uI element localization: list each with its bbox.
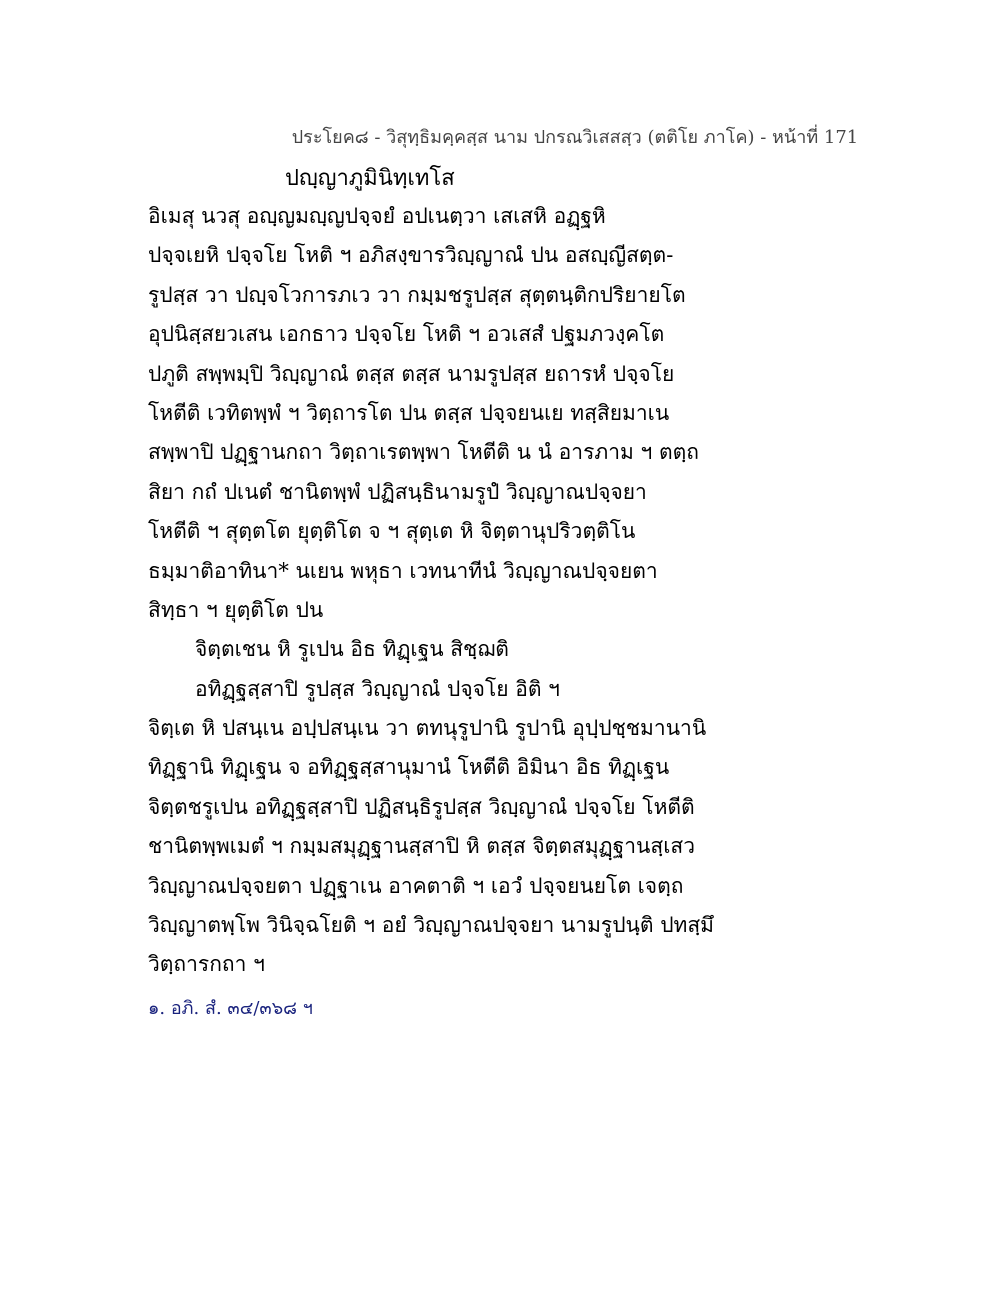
text-line: วิตฺถารกถา ฯ	[148, 952, 265, 977]
text-line: ชานิตพฺพเมตํ ฯ กมฺมสมุฏฺฐานสฺสาปิ หิ ตสฺส จิตฺตสมุฏฺฐานสฺเสว	[148, 834, 695, 859]
footnote: ๑. อภิ. สํ. ๓๔/๓๖๘ ฯ	[148, 998, 313, 1019]
text-line: ปจฺจเยหิ ปจฺจโย โหติ ฯ อภิสงฺขารวิญฺญาณํ ปน อสญฺญีสตฺต-	[148, 243, 674, 268]
text-line: จิตฺเต หิ ปสนฺเน อปฺปสนฺเน วา ตทนุรูปานิ รูปานิ อุปฺปชฺชมานานิ	[148, 716, 707, 741]
text-line: สิยา กถํ ปเนตํ ชานิตพฺพํ ปฏิสนฺธินามรูปํ วิญฺญาณปจฺจยา	[148, 479, 647, 504]
text-line: จิตฺตชรูเปน อทิฏฺฐสฺสาปิ ปฏิสนฺธิรูปสฺส วิญฺญาณํ ปจฺจโย โหตีติ	[148, 794, 695, 819]
text-line: รูปสฺส วา ปญฺจโวการภเว วา กมฺมชรูปสฺส สุตฺตนฺติกปริยายโต	[148, 282, 686, 307]
text-line: ปภูติ สพฺพมฺปิ วิญฺญาณํ ตสฺส ตสฺส นามรูปสฺส ยถารหํ ปจฺจโย	[148, 361, 675, 386]
text-line: ทิฏฺฐานิ ทิฏฺเฐน จ อทิฏฺฐสฺสานุมานํ โหตีติ อิมินา อิธ ทิฏฺเฐน	[148, 755, 670, 780]
text-line: อุปนิสฺสยวเสน เอกธาว ปจฺจโย โหติ ฯ อวเสสํ ปฐมภวงฺคโต	[148, 322, 665, 347]
text-line: สิทฺธา ฯ ยุตฺติโต ปน	[148, 597, 324, 622]
text-line: โหตีติ ฯ สุตฺตโต ยุตฺติโต จ ฯ สุตฺเต หิ จิตฺตานุปริวตฺติโน	[148, 519, 636, 544]
body-text	[148, 197, 868, 985]
section-title: ปญฺญาภูมินิทฺเทโส	[285, 166, 455, 191]
verse-line: จิตฺตเชน หิ รูเปน อิธ ทิฏฺเฐน สิชฺฌติ	[195, 637, 509, 662]
running-header: ประโยค๘ - วิสุทฺธิมคฺคสฺส นาม ปกรณวิเสสสฺว (ตติโย ภาโค) - หน้าที่ 171	[291, 127, 859, 148]
text-line: โหตีติ เวทิตพฺพํ ฯ วิตฺถารโต ปน ตสฺส ปจฺจยนเย ทสฺสิยมาเน	[148, 400, 670, 425]
text-line: อิเมสุ นวสุ อญฺญมญฺญปจฺจยํ อปเนตฺวา เสเสหิ อฏฺฐหิ	[148, 204, 606, 228]
verse-line: อทิฏฺฐสฺสาปิ รูปสฺส วิญฺญาณํ ปจฺจโย อิติ ฯ	[195, 676, 560, 701]
text-line: วิญฺญาณปจฺจยตา ปฏฺฐาเน อาคตาติ ฯ เอวํ ปจฺจยนยโต เจตฺถ	[148, 873, 684, 898]
text-line: วิญฺญาตพฺโพ วินิจฺฉโยติ ฯ อยํ วิญฺญาณปจฺจยา นามรูปนฺติ ปทสฺมึ	[148, 913, 715, 938]
text-line: สพฺพาปิ ปฏฺฐานกถา วิตฺถาเรตพฺพา โหตีติ น นํ อารภาม ฯ ตตฺถ	[148, 440, 699, 465]
text-line: ธมฺมาติอาทินา* นเยน พหุธา เวทนาทีนํ วิญฺญาณปจฺจยตา	[148, 558, 658, 583]
